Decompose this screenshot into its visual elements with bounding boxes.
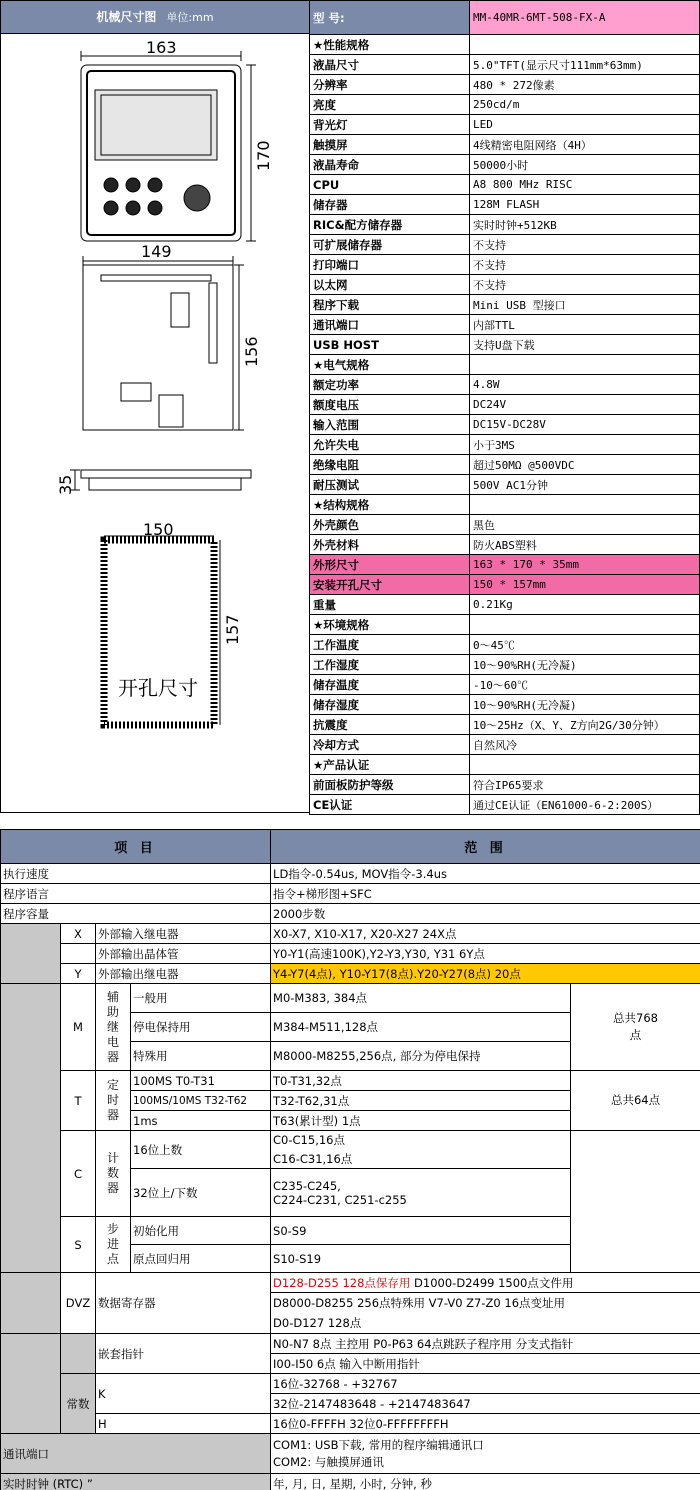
spec-row bbox=[310, 375, 700, 395]
spec-value: 250cd/m bbox=[470, 95, 700, 115]
row-key: 嵌套指针 bbox=[96, 1334, 271, 1374]
spec-key: 工作温度 bbox=[310, 635, 470, 655]
row-value: C16-C31,16点 bbox=[271, 1150, 571, 1169]
spec-value: DC15V-DC28V bbox=[470, 415, 700, 435]
s-label: S bbox=[61, 1217, 96, 1273]
spec-value bbox=[470, 495, 700, 515]
spec-value: -10～60℃ bbox=[470, 675, 700, 695]
c-group: 计数器 bbox=[96, 1131, 131, 1217]
spec-row bbox=[310, 195, 700, 215]
row-value: I00-I50 6点 输入中断用指针 bbox=[271, 1354, 700, 1374]
m-group: 辅助继电器 bbox=[96, 984, 131, 1071]
spec-value: 480 * 272像素 bbox=[470, 75, 700, 95]
model-value: MM-40MR-6MT-508-FX-A bbox=[470, 1, 700, 35]
spec-key: 储存温度 bbox=[310, 675, 470, 695]
front-view-drawing bbox=[81, 51, 256, 241]
spec-value bbox=[470, 355, 700, 375]
spec-key: 工作湿度 bbox=[310, 655, 470, 675]
row-key: 32位上/下数 bbox=[131, 1169, 271, 1217]
pointer-group-cell bbox=[1, 1334, 61, 1434]
row-key: 程序语言 bbox=[1, 884, 271, 904]
spec-key: CE认证 bbox=[310, 795, 470, 815]
spec-row bbox=[310, 155, 700, 175]
row-value: T32-T62,31点 bbox=[271, 1091, 571, 1111]
spec-value: 500V AC1分钟 bbox=[470, 475, 700, 495]
row-key: 特殊用 bbox=[131, 1042, 271, 1071]
plc-header-row bbox=[1, 830, 700, 864]
spec-row bbox=[310, 715, 700, 735]
spec-key: 分辨率 bbox=[310, 75, 470, 95]
spec-row bbox=[310, 595, 700, 615]
spec-value: 自然风冷 bbox=[470, 735, 700, 755]
dim-rear-width: 149 bbox=[141, 242, 172, 261]
spec-value: 0～45℃ bbox=[470, 635, 700, 655]
row-value: T0-T31,32点 bbox=[271, 1071, 571, 1091]
spec-value bbox=[470, 755, 700, 775]
spec-value: 5.0"TFT(显示尺寸111mm*63mm) bbox=[470, 55, 700, 75]
row-value: M384-M511,128点 bbox=[271, 1013, 571, 1042]
spec-row bbox=[310, 315, 700, 335]
spec-key: 触摸屏 bbox=[310, 135, 470, 155]
spec-value: 通过CE认证（EN61000-6-2:200S） bbox=[470, 795, 700, 815]
drawing-svg bbox=[1, 33, 311, 813]
row-key: 100MS T0-T31 bbox=[131, 1071, 271, 1091]
table-row bbox=[1, 1334, 700, 1354]
table-row bbox=[1, 884, 700, 904]
d-value-line3: D0-D127 128点 bbox=[273, 1316, 362, 1330]
spec-row bbox=[310, 55, 700, 75]
spec-key: 液晶寿命 bbox=[310, 155, 470, 175]
row-value: N0-N7 8点 主控用 P0-P63 64点跳跃子程序用 分支式指针 bbox=[271, 1334, 700, 1354]
row-key: 执行速度 bbox=[1, 864, 271, 884]
drawing-header bbox=[0, 0, 310, 34]
c-s-right-blank bbox=[571, 1131, 700, 1273]
spec-value: Mini USB 型接口 bbox=[470, 295, 700, 315]
model-label: 型 号: bbox=[310, 1, 470, 35]
table-row bbox=[1, 1414, 700, 1434]
row-value: 16位0-FFFFH 32位0-FFFFFFFFH bbox=[271, 1414, 700, 1434]
spec-value: 128M FLASH bbox=[470, 195, 700, 215]
row-value: Y4-Y7(4点), Y10-Y17(8点).Y20-Y27(8点) 20点 bbox=[271, 964, 700, 984]
spec-value: 超过50MΩ @500VDC bbox=[470, 455, 700, 475]
row-value: 年, 月, 日, 星期, 小时, 分钟, 秒 bbox=[271, 1474, 700, 1490]
spec-value: 50000小时 bbox=[470, 155, 700, 175]
drawing-title: 机械尺寸图 bbox=[96, 10, 157, 24]
table-row bbox=[1, 1131, 700, 1150]
spec-rows bbox=[310, 35, 700, 815]
table-row bbox=[1, 1434, 700, 1474]
row-key: 一般用 bbox=[131, 984, 271, 1013]
spec-key: 液晶尺寸 bbox=[310, 55, 470, 75]
spec-value: 符合IP65要求 bbox=[470, 775, 700, 795]
spec-row bbox=[310, 635, 700, 655]
row-key: 实时时钟 (RTC) ” bbox=[1, 1474, 271, 1490]
t-label: T bbox=[61, 1071, 96, 1131]
spec-value: 不支持 bbox=[470, 255, 700, 275]
spec-value: 防火ABS塑料 bbox=[470, 535, 700, 555]
table-row bbox=[1, 864, 700, 884]
row-key: 外部输出晶体管 bbox=[96, 944, 271, 964]
section-row bbox=[310, 35, 700, 55]
spec-key: 背光灯 bbox=[310, 115, 470, 135]
spec-key: 绝缘电阻 bbox=[310, 455, 470, 475]
spec-row bbox=[310, 455, 700, 475]
row-value: C235-C245, bbox=[271, 1169, 571, 1193]
spec-value: LED bbox=[470, 115, 700, 135]
row-key: 程序容量 bbox=[1, 904, 271, 924]
row-key: 通讯端口 bbox=[1, 1434, 271, 1474]
row-key: 原点回归用 bbox=[131, 1245, 271, 1273]
model-row bbox=[310, 1, 700, 35]
spec-row bbox=[310, 275, 700, 295]
dim-front-width: 163 bbox=[146, 38, 177, 57]
spec-key: 亮度 bbox=[310, 95, 470, 115]
row-value: X0-X7, X10-X17, X20-X27 24X点 bbox=[271, 924, 700, 944]
d-value-rest: D1000-D2499 1500点文件用 bbox=[410, 1275, 574, 1290]
row-value: M8000-M8255,256点, 部分为停电保持 bbox=[271, 1042, 571, 1071]
spec-key: 额度电压 bbox=[310, 395, 470, 415]
spec-value: 不支持 bbox=[470, 275, 700, 295]
side-view-drawing bbox=[70, 470, 251, 490]
cutout-label: 开孔尺寸 bbox=[118, 676, 198, 700]
spec-value: 支持U盘下载 bbox=[470, 335, 700, 355]
dvz-label: DVZ bbox=[61, 1273, 96, 1334]
spec-row bbox=[310, 115, 700, 135]
row-value: LD指令-0.54us, MOV指令-3.4us bbox=[271, 864, 700, 884]
device-group-cell bbox=[1, 984, 61, 1273]
section-title: ★环境规格 bbox=[310, 615, 470, 635]
row-value: S0-S9 bbox=[271, 1217, 571, 1245]
spec-row bbox=[310, 735, 700, 755]
spec-value: 4线精密电阻网络（4H） bbox=[470, 135, 700, 155]
header-item: 项 目 bbox=[1, 830, 271, 864]
spec-row bbox=[310, 515, 700, 535]
row-value: C224-C231, C251-c255 bbox=[271, 1193, 571, 1217]
t-group: 定时器 bbox=[96, 1071, 131, 1131]
spec-value: 0.21Kg bbox=[470, 595, 700, 615]
h-label: H bbox=[96, 1414, 271, 1434]
spec-value: 10～90%RH(无冷凝) bbox=[470, 655, 700, 675]
row-value bbox=[271, 1273, 700, 1293]
spec-row bbox=[310, 255, 700, 275]
dim-cutout-width: 150 bbox=[143, 520, 174, 539]
spec-key: 以太网 bbox=[310, 275, 470, 295]
section-title: ★性能规格 bbox=[310, 35, 470, 55]
spec-row bbox=[310, 435, 700, 455]
d-value-line2: D8000-D8255 256点特殊用 V7-V0 Z7-Z0 16点变址用 bbox=[273, 1296, 566, 1310]
row-key: 1ms bbox=[131, 1111, 271, 1131]
spec-row bbox=[310, 695, 700, 715]
table-row bbox=[1, 904, 700, 924]
plc-spec-table bbox=[0, 829, 700, 1490]
row-value: 指令+梯形图+SFC bbox=[271, 884, 700, 904]
spec-key: 耐压测试 bbox=[310, 475, 470, 495]
section-row bbox=[310, 755, 700, 775]
spec-row bbox=[310, 535, 700, 555]
spec-key: 重量 bbox=[310, 595, 470, 615]
n-blank bbox=[61, 1334, 96, 1374]
spec-value: 实时时钟+512KB bbox=[470, 215, 700, 235]
dvz-group-cell bbox=[1, 1273, 61, 1334]
spec-value: 黑色 bbox=[470, 515, 700, 535]
row-key: 外部输入继电器 bbox=[96, 924, 271, 944]
y-label-blank bbox=[61, 944, 96, 964]
m-total: 总共768点 bbox=[571, 984, 700, 1071]
spec-value: DC24V bbox=[470, 395, 700, 415]
spec-value: 4.8W bbox=[470, 375, 700, 395]
d-value-red: D128-D255 128点保存用 bbox=[273, 1275, 411, 1290]
k-label: K bbox=[96, 1374, 271, 1414]
row-key: 初始化用 bbox=[131, 1217, 271, 1245]
section-row bbox=[310, 355, 700, 375]
rear-view-drawing bbox=[83, 256, 244, 430]
spec-key: 安装开孔尺寸 bbox=[310, 575, 470, 595]
y-label: Y bbox=[61, 964, 96, 984]
spec-key: 额定功率 bbox=[310, 375, 470, 395]
row-value: 32位-2147483648 - +2147483647 bbox=[271, 1394, 700, 1414]
spec-key: 抗震度 bbox=[310, 715, 470, 735]
spec-value: 150 * 157mm bbox=[470, 575, 700, 595]
row-value: S10-S19 bbox=[271, 1245, 571, 1273]
spec-key: 储存湿度 bbox=[310, 695, 470, 715]
row-value: 2000步数 bbox=[271, 904, 700, 924]
dim-cutout-height: 157 bbox=[223, 614, 242, 645]
spec-row bbox=[310, 475, 700, 495]
row-key: 16位上数 bbox=[131, 1131, 271, 1169]
spec-row bbox=[310, 775, 700, 795]
spec-row bbox=[310, 335, 700, 355]
spec-row bbox=[310, 295, 700, 315]
spec-row bbox=[310, 575, 700, 595]
spec-value: 163 * 170 * 35mm bbox=[470, 555, 700, 575]
spec-row bbox=[310, 235, 700, 255]
dimension-drawings bbox=[0, 33, 310, 813]
row-value: Y0-Y1(高速100K),Y2-Y3,Y30, Y31 6Y点 bbox=[271, 944, 700, 964]
row-key: 停电保持用 bbox=[131, 1013, 271, 1042]
row-key: 外部输出继电器 bbox=[96, 964, 271, 984]
row-value: M0-M383, 384点 bbox=[271, 984, 571, 1013]
spec-key: 外壳颜色 bbox=[310, 515, 470, 535]
section-row bbox=[310, 495, 700, 515]
spec-row bbox=[310, 555, 700, 575]
spec-key: 输入范围 bbox=[310, 415, 470, 435]
com2-value: COM2: 与触摸屏通讯 bbox=[273, 1454, 384, 1469]
spec-row bbox=[310, 175, 700, 195]
x-label: X bbox=[61, 924, 96, 944]
row-key: 100MS/10MS T32-T62 bbox=[131, 1091, 271, 1111]
spec-row bbox=[310, 655, 700, 675]
spec-table bbox=[309, 0, 700, 815]
dim-side-depth: 35 bbox=[56, 474, 75, 495]
spec-key: 冷却方式 bbox=[310, 735, 470, 755]
spec-key: 前面板防护等级 bbox=[310, 775, 470, 795]
table-row bbox=[1, 924, 700, 944]
com1-value: COM1: USB下载, 常用的程序编辑通讯口 bbox=[273, 1437, 484, 1452]
spec-value bbox=[470, 35, 700, 55]
spec-row bbox=[310, 95, 700, 115]
spec-key: 储存器 bbox=[310, 195, 470, 215]
spec-value: 10～90%RH(无冷凝) bbox=[470, 695, 700, 715]
spec-key: 外壳材料 bbox=[310, 535, 470, 555]
spec-key: 可扩展储存器 bbox=[310, 235, 470, 255]
io-group-cell bbox=[1, 924, 61, 984]
spec-value: 10～25Hz（X、Y、Z方向2G/30分钟） bbox=[470, 715, 700, 735]
spec-key: 程序下载 bbox=[310, 295, 470, 315]
spec-value: 不支持 bbox=[470, 235, 700, 255]
section-row bbox=[310, 615, 700, 635]
spec-row bbox=[310, 395, 700, 415]
spec-value bbox=[470, 615, 700, 635]
dim-front-height: 170 bbox=[254, 140, 273, 171]
table-row bbox=[1, 1273, 700, 1293]
spec-row bbox=[310, 75, 700, 95]
dim-rear-height: 156 bbox=[242, 336, 261, 367]
spec-key: 通讯端口 bbox=[310, 315, 470, 335]
table-row bbox=[1, 944, 700, 964]
row-value: 16位-32768 - +32767 bbox=[271, 1374, 700, 1394]
spec-row bbox=[310, 675, 700, 695]
const-label: 常数 bbox=[61, 1374, 96, 1434]
spec-value: 内部TTL bbox=[470, 315, 700, 335]
section-title: ★结构规格 bbox=[310, 495, 470, 515]
row-key: 数据寄存器 bbox=[96, 1273, 271, 1334]
s-group: 步进点 bbox=[96, 1217, 131, 1273]
spec-key: 外形尺寸 bbox=[310, 555, 470, 575]
spec-key: CPU bbox=[310, 175, 470, 195]
spec-key: 打印端口 bbox=[310, 255, 470, 275]
spec-value: 小于3MS bbox=[470, 435, 700, 455]
spec-key: RIC&配方储存器 bbox=[310, 215, 470, 235]
section-title: ★产品认证 bbox=[310, 755, 470, 775]
row-value: T63(累计型) 1点 bbox=[271, 1111, 571, 1131]
row-value bbox=[271, 1293, 700, 1334]
table-row bbox=[1, 1071, 700, 1091]
table-row bbox=[1, 984, 700, 1013]
spec-value: A8 800 MHz RISC bbox=[470, 175, 700, 195]
table-row bbox=[1, 1374, 700, 1394]
m-label: M bbox=[61, 984, 96, 1071]
spec-row bbox=[310, 415, 700, 435]
spec-key: 允许失电 bbox=[310, 435, 470, 455]
table-row bbox=[1, 964, 700, 984]
spec-key: USB HOST bbox=[310, 335, 470, 355]
section-title: ★电气规格 bbox=[310, 355, 470, 375]
header-range: 范 围 bbox=[271, 830, 700, 864]
t-total: 总共64点 bbox=[571, 1071, 700, 1131]
spec-row bbox=[310, 135, 700, 155]
c-label: C bbox=[61, 1131, 96, 1217]
row-value: C0-C15,16点 bbox=[271, 1131, 571, 1150]
row-value bbox=[271, 1434, 700, 1474]
unit-label: 单位:mm bbox=[166, 11, 214, 24]
spec-row bbox=[310, 795, 700, 815]
spec-row bbox=[310, 215, 700, 235]
table-row bbox=[1, 1474, 700, 1490]
